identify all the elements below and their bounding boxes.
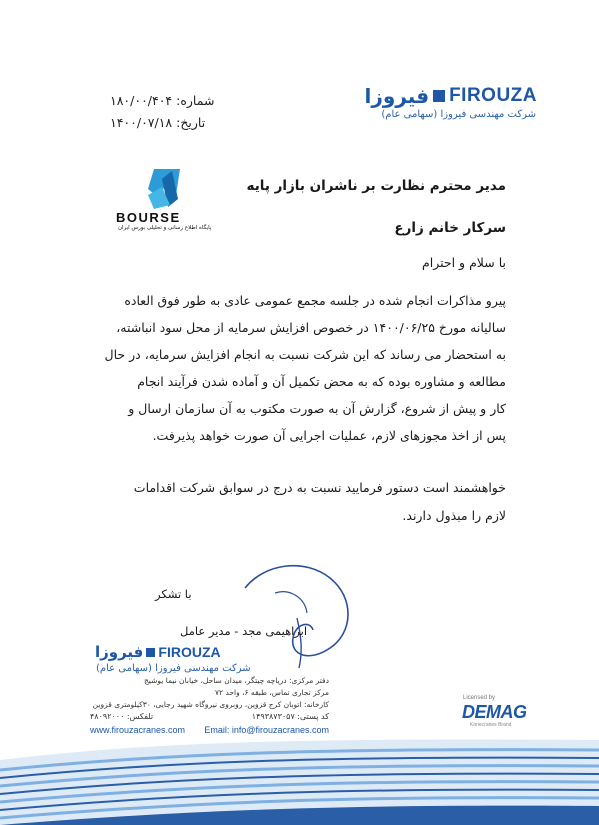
bourse-word: BOURSE xyxy=(116,210,181,225)
body-line: پیرو مذاکرات انجام شده در جلسه مجمع عمومی عادی به طور فوق العاده xyxy=(124,293,506,308)
website-link[interactable]: www.firouzacranes.com xyxy=(90,725,186,735)
address-line: دفتر مرکزی: دریاچه چیتگر، میدان ساحل، خیابان نیما یوشیج xyxy=(143,676,329,685)
recipient: سرکار خانم زارع xyxy=(394,220,506,236)
stamp-logo xyxy=(95,643,221,661)
logo-square-icon xyxy=(433,90,445,102)
stamp-logo-english: FIROUZA xyxy=(158,644,221,660)
email-link[interactable]: Email: info@firouzacranes.com xyxy=(204,725,329,735)
date-value: ۱۴۰۰/۰۷/۱۸ xyxy=(110,115,173,130)
logo-persian: فیروزا xyxy=(364,84,430,108)
footer-wave-stripes xyxy=(0,720,599,825)
demag-subtitle: Konecranes Brand xyxy=(470,722,512,728)
postal-code: کد پستی: ۱۴۹۳۸۷۳۰۵۷ xyxy=(251,712,329,721)
address-line: مرکز تجاری تماس، طبقه ۶، واحد ۷۲ xyxy=(214,688,329,697)
stamp-subtitle: شرکت مهندسی فیروزا (سهامی عام) xyxy=(96,663,251,674)
stamp-square-icon xyxy=(146,648,155,657)
company-logo xyxy=(365,84,537,108)
letter-date xyxy=(110,115,205,130)
letter-number xyxy=(110,93,214,108)
fax-number: تلفکس: ۴۸۰۹۲۰۰۰ xyxy=(90,712,154,721)
request-line: خواهشمند است دستور فرمایید نسبت به درج در سوابق شرکت اقدامات xyxy=(133,480,506,495)
logo-english: FIROUZA xyxy=(449,85,537,106)
address-line: کارخانه: اتوبان کرج قزوین، روبروی نیروگاه شهید رجایی، ۳۰کیلومتری قزوین xyxy=(92,700,329,709)
signer-name: ابراهیمی مجد - مدیر عامل xyxy=(180,624,308,638)
stamp-logo-persian: فیروزا xyxy=(95,643,144,661)
number-value: ۱۸۰/۰۰/۴۰۴ xyxy=(110,93,173,108)
demag-logo: DEMAG xyxy=(462,702,527,722)
signature-icon xyxy=(235,558,365,673)
demag-licensed-label: Licensed by xyxy=(463,695,496,701)
bourse-caption: پایگاه اطلاع رسانی و تحلیلی بورس ایران xyxy=(118,225,212,231)
addressee: مدیر محترم نظارت بر ناشران بازار پایه xyxy=(246,178,506,194)
body-line: کار و پیش از شروع، گزارش آن به صورت مکتوب به آن سازمان ارسال و xyxy=(128,401,506,416)
body-line: پس از اخذ مجوزهای لازم، عملیات اجرایی آن صورت خواهد پذیرفت. xyxy=(152,428,506,443)
date-label: تاریخ: xyxy=(176,115,206,130)
body-line: مطالعه و مشاوره بوده که به محض تکمیل آن و آماده شدن فرآیند انجام xyxy=(137,374,506,389)
greeting: با سلام و احترام xyxy=(422,255,506,270)
number-label: شماره: xyxy=(176,93,215,108)
request-line: لازم را مبذول دارند. xyxy=(402,508,506,523)
company-subtitle: شرکت مهندسی فیروزا (سهامی عام) xyxy=(381,109,536,120)
body-line: به استحضار می رساند که این شرکت نسبت به انجام افزایش سرمایه، در حال xyxy=(104,347,506,362)
closing-thanks: با تشکر xyxy=(155,587,192,601)
body-line: سالیانه مورخ ۱۴۰۰/۰۶/۲۵ در خصوص افزایش سرمایه از محل سود انباشته، xyxy=(116,320,506,335)
